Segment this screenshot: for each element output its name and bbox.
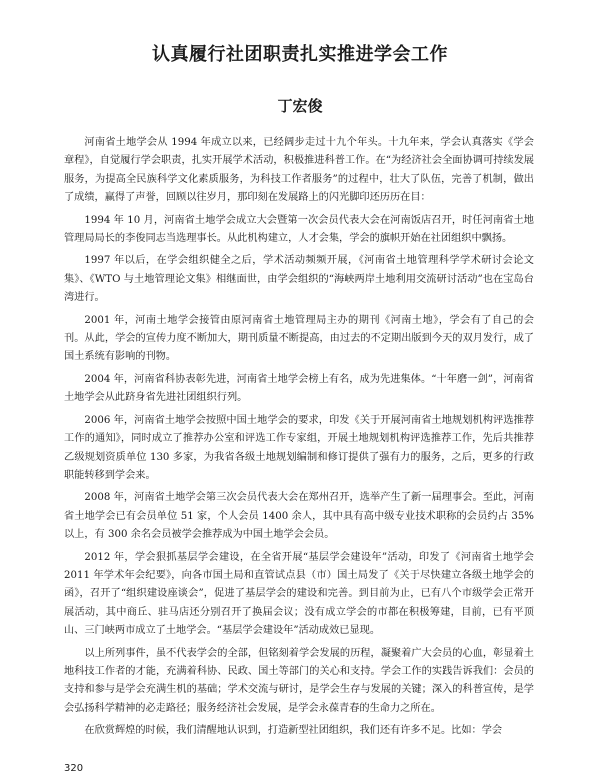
paragraph: 以上所列事件，虽不代表学会的全部，但铭刻着学会发展的历程，凝聚着广大会员的心血，彰显着土地科技工作者的才能，充满着科协、民政、国土等部门的关心和支持。学会工作的实践告诉我们：会员的支持和参与是学会充满生机的基础；学术交流与研讨，是学会生存与发展的关键；深入的科普宣传，是学会弘扬科学精神的必走路径；服务经济社会发展，是学会永葆青春的生命力之所在。 [64, 647, 534, 714]
paragraph: 河南省土地学会从 1994 年成立以来，已经阔步走过十九个年头。十九年来，学会认真落实《学会章程》，自觉履行学会职责，扎实开展学术活动，积极推进科普工作。在“为经济社会全面协调可持续发展服务，为提高全民族科学文化素质服务，为科技工作者服务”的过程中，壮大了队伍，完善了机制，做出了成绩，赢得了声誉，回顾以往岁月，那印刻在发展路上的闪光脚印还历历在目： [64, 137, 534, 204]
author-name: 丁宏俊 [277, 97, 323, 115]
paragraph: 2012 年，学会狠抓基层学会建设，在全省开展“基层学会建设年”活动，印发了《河南省土地学会 2011 年学术年会纪要》，向各市国土局和直管试点县（市）国土局发了《关于尽快建立各级土地学会的函》，召开了“组织建设座谈会”，促进了基层学会的建设和完善。到目前为止，已有八个市级学会正常开展活动，其中商丘、驻马店还分别召开了换届会议；没有成立学会的市都在积极筹建，目前，已有平顶山、三门峡两市成立了土地学会。“基层学会建设年”活动成效已显现。 [64, 551, 534, 637]
paragraph: 在欣赏辉煌的时候，我们清醒地认识到，打造新型社团组织，我们还有许多不足。比如：学会 [84, 725, 503, 737]
paragraph: 2006 年，河南省土地学会按照中国土地学会的要求，印发《关于开展河南省土地规划机构评选推荐工作的通知》，同时成立了推荐办公室和评选工作专家组，开展土地规划机构评选推荐工作，先后共推荐乙级规划资质单位 130 多家，为我省各级土地规划编制和修订提供了强有力的服务，之后，更多的行政职能转移到学会来。 [64, 414, 534, 481]
paragraph: 2008 年，河南省土地学会第三次会员代表大会在郑州召开，选举产生了新一届理事会。至此，河南省土地学会已有会员单位 51 家，个人会员 1400 余人，其中具有高中级专业技术职称的会员约占 35%以上，有 300 余名会员被学会推荐成为中国土地学会会员。 [64, 492, 534, 541]
paragraph: 1997 年以后，在学会组织健全之后，学术活动频频开展，《河南省土地管理科学学术研讨会论文集》、《WTO 与土地管理论文集》相继面世，由学会组织的“海峡两岸土地利用交流研讨活动”也在宝岛台湾进行。 [64, 255, 534, 304]
paragraph: 1994 年 10 月，河南省土地学会成立大会暨第一次会员代表大会在河南饭店召开，时任河南省土地管理局局长的李俊同志当选理事长。从此机构建立，人才会集，学会的旗帜开始在社团组织中飘扬。 [64, 214, 534, 245]
page-title: 认真履行社团职责扎实推进学会工作 [152, 44, 448, 65]
paragraph: 2001 年，河南土地学会接管由原河南省土地管理局主办的期刊《河南土地》，学会有了自己的会刊。从此，学会的宣传力度不断加大，期刊质量不断提高，由过去的不定期出版到今天的双月发行，成了国土系统有影响的刊物。 [64, 314, 534, 363]
page-number: 320 [64, 763, 84, 774]
paragraph: 2004 年，河南省科协表彰先进，河南省土地学会榜上有名，成为先进集体。“十年磨一剑”，河南省土地学会从此跻身省先进社团组织行列。 [64, 373, 534, 404]
article-body [64, 134, 534, 745]
